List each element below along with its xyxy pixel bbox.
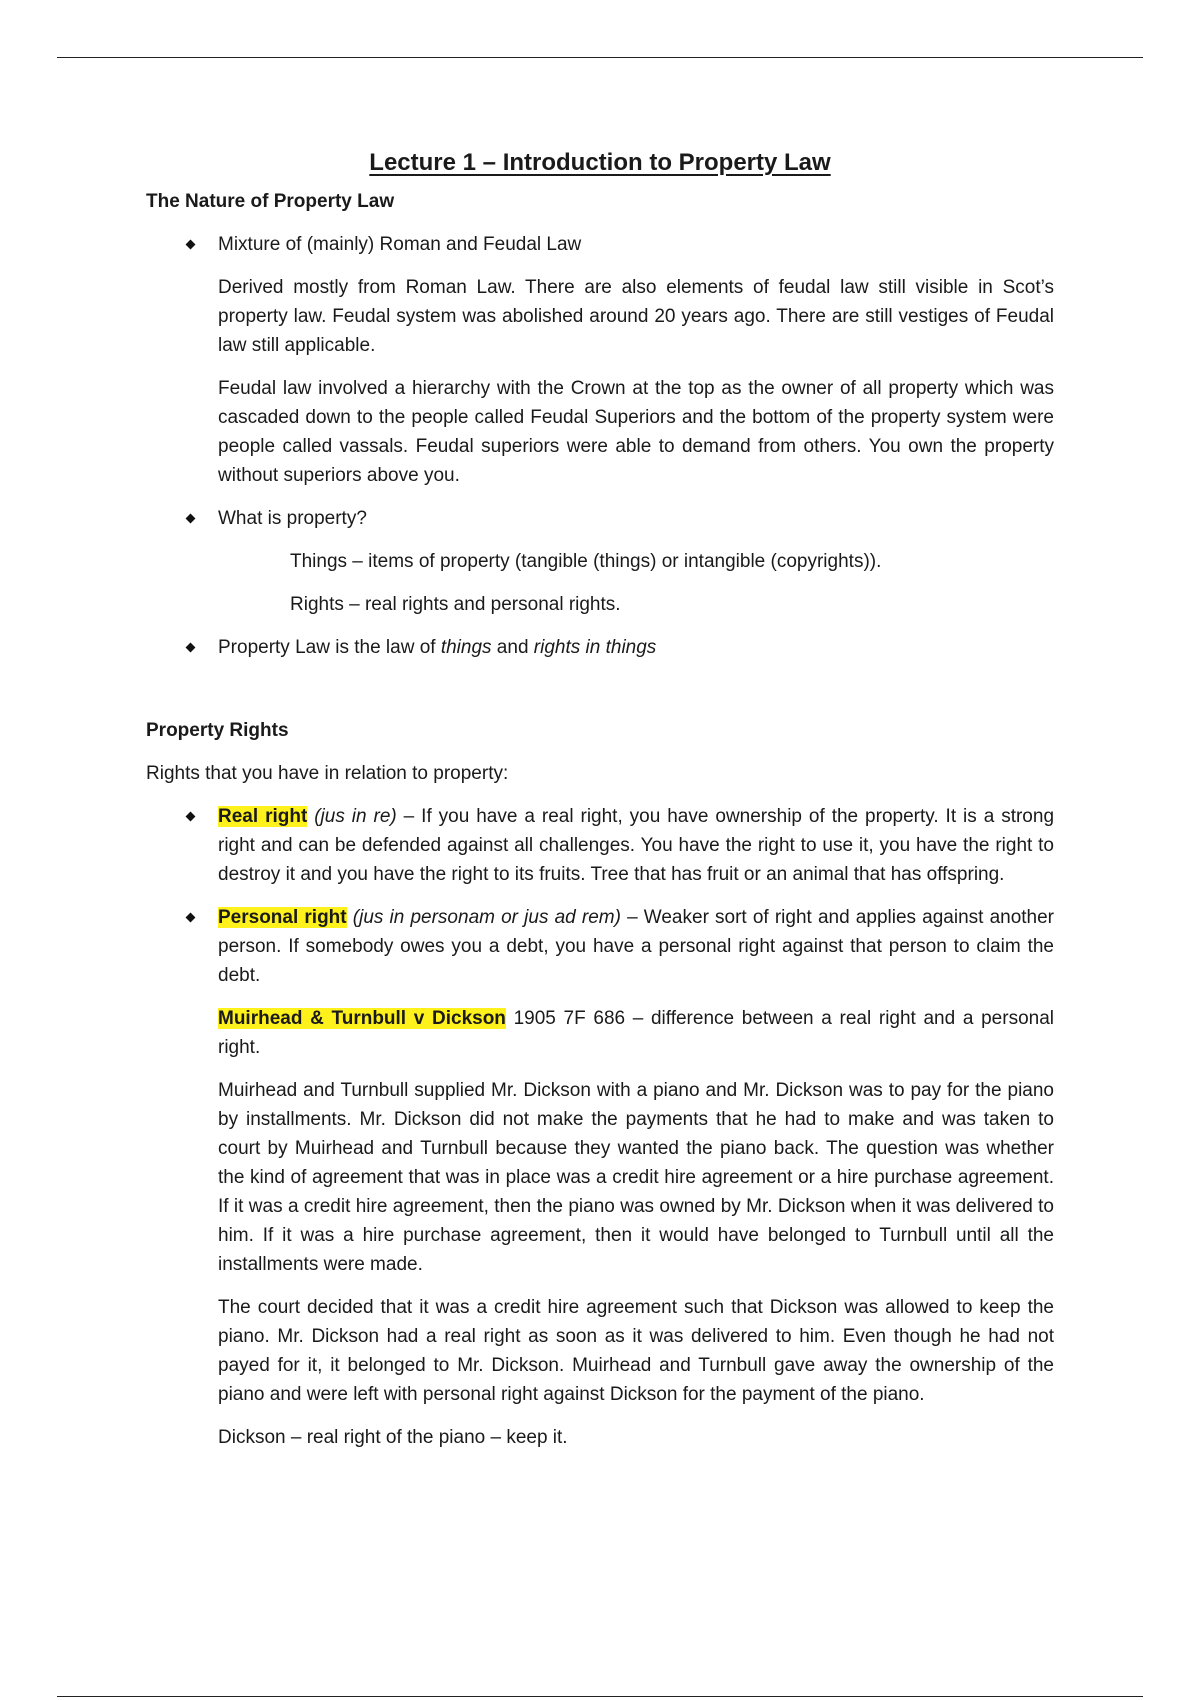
diamond-bullet-icon: [186, 514, 196, 524]
page-title: Lecture 1 – Introduction to Property Law: [369, 149, 831, 176]
nature-bullet-list-2: [146, 504, 1054, 533]
definition-text: – Weaker sort of right and applies against another person. If somebody owes you a debt, you have a personal right against that person to claim the debt.: [218, 907, 1055, 986]
diamond-bullet-icon: [186, 643, 196, 653]
diamond-bullet-icon: [186, 812, 196, 822]
latin-term: (jus in personam or jus ad rem): [352, 907, 621, 928]
paragraph-roman-law: Derived mostly from Roman Law. There are also elements of feudal law still visible in Scot’s property law. Feudal system was abolished around 20 years ago. There are still vestiges of Feudal law still applicable.: [218, 277, 1054, 356]
definition-text: – If you have a real right, you have ownership of the property. It is a strong right and can be defended against all challenges. You have the right to use it, you have the right to destroy it and you have the right to its fruits. Tree that has fruit or an animal that has offspring.: [218, 806, 1055, 885]
bullet-item-mixture: [146, 230, 1054, 259]
footer-rule: [57, 1696, 1143, 1697]
section-heading-property-rights: Property Rights: [146, 720, 289, 741]
paragraph-case-decision: The court decided that it was a credit hire agreement such that Dickson was allowed to keep the piano. Mr. Dickson had a real right as soon as it was delivered to him. Even though he had not payed for it, it belonged to Mr. Dickson. Muirhead and Turnbull gave away the ownership of the piano and were left with personal right against Dickson for the payment of the piano.: [218, 1297, 1054, 1405]
bullet-item-personal-right: [146, 903, 1054, 990]
bullet-text: Mixture of (mainly) Roman and Feudal Law: [218, 234, 582, 255]
highlighted-term-real-right: Real right: [218, 806, 308, 827]
bullet-text-part: Property Law is the law of: [218, 637, 441, 658]
diamond-bullet-icon: [186, 240, 196, 250]
bullet-text-italic: rights in things: [533, 637, 657, 658]
highlighted-case-name: Muirhead & Turnbull v Dickson: [218, 1008, 506, 1029]
header-rule: [57, 57, 1143, 58]
case-citation-text: 1905 7F 686 – difference between a real right and a personal right.: [218, 1008, 1054, 1058]
paragraph-case-facts: Muirhead and Turnbull supplied Mr. Dickson with a piano and Mr. Dickson was to pay for the piano by installments. Mr. Dickson did not make the payments that he had to make and was taken to court by Muirhead and Turnbull because they wanted the piano back. The question was whether the kind of agreement that was in place was a credit hire agreement or a hire purchase agreement. If it was a credit hire agreement, then the piano was owned by Mr. Dickson when it was delivered to him. If it was a hire purchase agreement, then it would have belonged to Turnbull until all the installments were made.: [218, 1080, 1054, 1275]
sub-item-rights: Rights – real rights and personal rights.: [290, 594, 621, 615]
bullet-item-property-law-definition: [146, 633, 1054, 662]
document-body: [146, 140, 1054, 1452]
paragraph-rights-intro: Rights that you have in relation to property:: [146, 763, 509, 784]
section-heading-nature: The Nature of Property Law: [146, 191, 395, 212]
highlighted-term-personal-right: Personal right: [218, 907, 347, 928]
paragraph-case-citation: [218, 1004, 1054, 1062]
rights-bullet-list: [146, 802, 1054, 990]
diamond-bullet-icon: [186, 913, 196, 923]
bullet-item-what-is-property: [146, 504, 1054, 533]
bullet-item-real-right: [146, 802, 1054, 889]
nature-bullet-list: [146, 230, 1054, 259]
latin-term: (jus in re): [314, 806, 397, 827]
nature-bullet-list-3: [146, 633, 1054, 662]
bullet-text: What is property?: [218, 508, 367, 529]
bullet-text-italic: things: [440, 637, 492, 658]
paragraph-feudal-law: Feudal law involved a hierarchy with the Crown at the top as the owner of all property which was cascaded down to the people called Feudal Superiors and the bottom of the property system were people called vassals. Feudal superiors were able to demand from others. You own the property without superiors above you.: [218, 378, 1054, 486]
paragraph-case-summary: Dickson – real right of the piano – keep it.: [218, 1427, 568, 1448]
sub-item-things: Things – items of property (tangible (things) or intangible (copyrights)).: [290, 551, 882, 572]
bullet-text-part: and: [491, 637, 534, 658]
